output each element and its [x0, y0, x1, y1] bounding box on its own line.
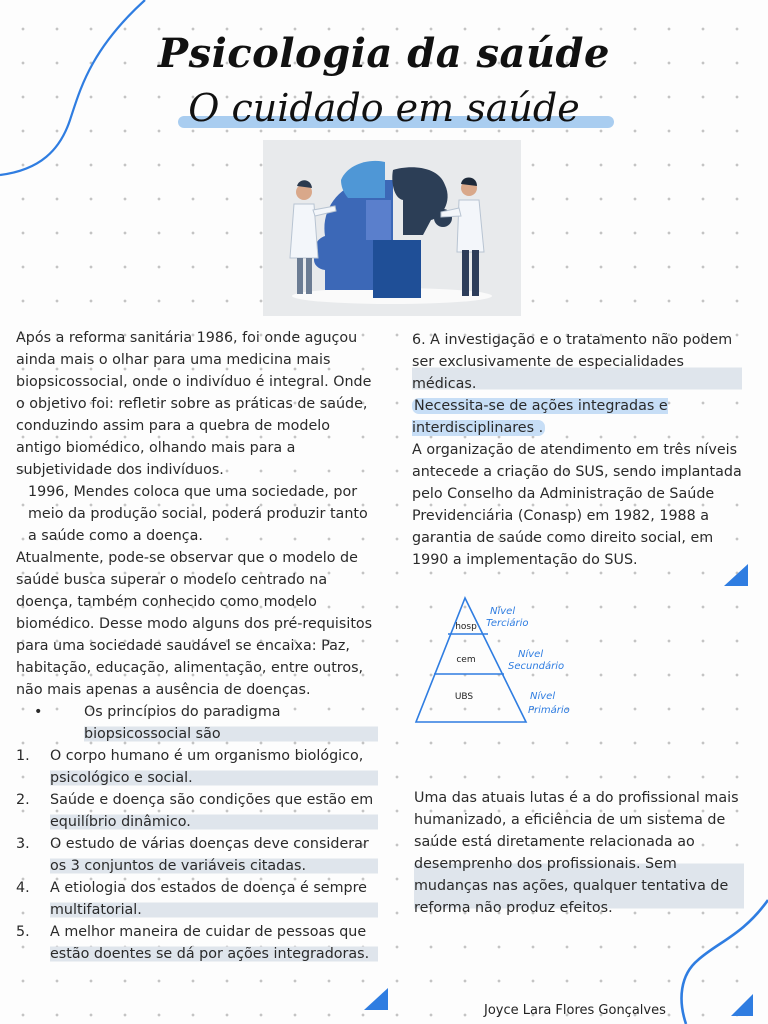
level-label: Nível	[518, 649, 544, 660]
principle-six: 6. A investigação e o tratamento não podem ser exclusivamente de especialidades médicas.	[412, 329, 742, 395]
list-item: 5. A melhor maneira de cuidar de pessoas que estão doentes se dá por ações integradoras.	[16, 921, 378, 965]
list-item: 2. Saúde e doença são condições que estão em equilíbrio dinâmico.	[16, 789, 378, 833]
care-levels-pyramid	[408, 596, 588, 728]
level-label: Secundário	[508, 661, 565, 672]
left-column	[16, 327, 378, 965]
paragraph-atualmente: Atualmente, pode-se observar que o modelo de saúde busca superar o modelo centrado na doença, também conhecido como modelo biomédico. Desse modo alguns dos pré-requisitos para uma sociedade saudável se encaixa: Paz, habitação, educação, alimentação, entre outros, não mais apenas a ausência de doenças.	[16, 550, 373, 698]
level-label: Terciário	[486, 618, 529, 629]
level-inner-label: hosp	[455, 622, 477, 632]
paragraph-mendes: 1996, Mendes coloca que uma sociedade, por meio da produção social, poderá produzir tanto a saúde como a doença.	[28, 484, 368, 544]
principles-intro: Os princípios do paradigma biopsicossocial são	[84, 701, 378, 745]
level-inner-label: UBS	[454, 692, 474, 702]
level-label: Nível	[490, 606, 516, 617]
list-item: 3. O estudo de várias doenças deve considerar os 3 conjuntos de variáveis citadas.	[16, 833, 378, 877]
triangle-accent-icon	[731, 994, 753, 1016]
level-label: Primário	[528, 705, 570, 716]
triangle-accent-icon	[364, 988, 388, 1010]
page-title: Psicologia da saúde	[158, 30, 610, 77]
principle-six-note: Necessita-se de ações integradas e interdisciplinares .	[412, 398, 668, 436]
bullet-icon: •	[34, 704, 43, 720]
right-column-bottom	[414, 787, 744, 919]
right-column	[412, 329, 742, 571]
level-inner-label: cem	[456, 655, 476, 665]
paragraph-sus: A organização de atendimento em três níveis antecede a criação do SUS, sendo implantada pelo Conselho da Administração de Saúde Previdenciária (Conasp) em 1982, 1988 a garantia de saúde como direito social, em 1990 a implementação do SUS.	[412, 442, 742, 568]
list-item: 1. O corpo humano é um organismo biológico, psicológico e social.	[16, 745, 378, 789]
paragraph-humanizado: Uma das atuais lutas é a do profissional mais humanizado, a eficiência de um sistema de saúde está diretamente relacionada ao desemprenho dos profissionais. Sem mudanças nas ações, qualquer tentativa de reforma não produz efeitos.	[414, 787, 744, 919]
principles-list	[16, 745, 378, 965]
page-subtitle: O cuidado em saúde	[188, 86, 580, 130]
author-name: Joyce Lara Flores Gonçalves	[484, 1003, 666, 1018]
level-label: Nível	[530, 691, 556, 702]
list-item: 4. A etiologia dos estados de doença é sempre multifatorial.	[16, 877, 378, 921]
paragraph-reforma: Após a reforma sanitária 1986, foi onde aguçou ainda mais o olhar para uma medicina mais biopsicossocial, onde o indivíduo é integral. Onde o objetivo foi: refletir sobre as práticas de saúde, conduzindo assim para a quebra de modelo antigo biomédico, olhando mais para a subjetividade dos indivíduos.	[16, 330, 372, 478]
principles-intro-row	[16, 701, 378, 745]
puzzle-head-illustration	[263, 140, 521, 316]
